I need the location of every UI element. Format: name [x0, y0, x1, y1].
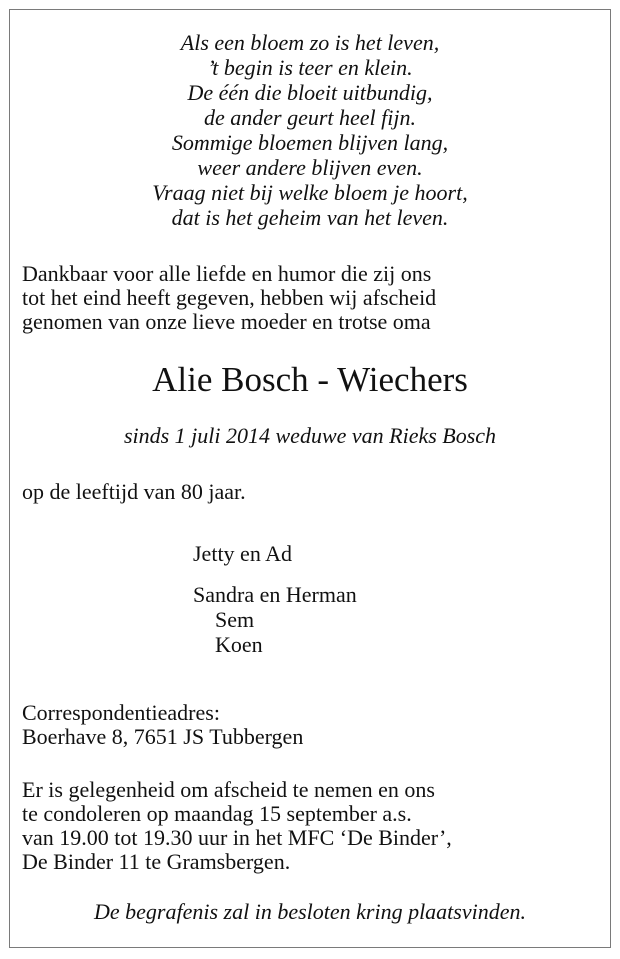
poem-line: Vraag niet bij welke bloem je hoort,	[152, 180, 468, 205]
intro-paragraph	[22, 262, 436, 334]
correspondence-address	[22, 701, 303, 749]
age-line: op de leeftijd van 80 jaar.	[22, 479, 246, 504]
condolence-line: Er is gelegenheid om afscheid te nemen en ons	[22, 777, 435, 802]
grandchild-name: Sem	[215, 607, 255, 632]
poem-line: Als een bloem zo is het leven,	[180, 30, 440, 55]
intro-line: genomen van onze lieve moeder en trotse oma	[22, 309, 431, 334]
condolence-paragraph	[22, 778, 452, 874]
address-line: Boerhave 8, 7651 JS Tubbergen	[22, 724, 304, 749]
condolence-line: te condoleren op maandag 15 september a.s.	[22, 801, 412, 826]
poem-line: ’t begin is teer en klein.	[207, 55, 413, 80]
funeral-note: De begrafenis zal in besloten kring plaatsvinden.	[94, 899, 526, 924]
poem	[0, 30, 620, 230]
condolence-line: De Binder 11 te Gramsbergen.	[22, 849, 291, 874]
poem-line: De één die bloeit uitbundig,	[187, 80, 433, 105]
poem-line: weer andere blijven even.	[197, 155, 423, 180]
intro-line: Dankbaar voor alle liefde en humor die zij ons	[22, 261, 432, 286]
family-group-1: Jetty en Ad	[193, 541, 292, 566]
deceased-name: Alie Bosch - Wiechers	[152, 360, 468, 399]
poem-line: de ander geurt heel fijn.	[203, 105, 416, 130]
condolence-line: van 19.00 tot 19.30 uur in het MFC ‘De Binder’,	[22, 825, 452, 850]
family-parents: Sandra en Herman	[193, 582, 357, 607]
widow-note: sinds 1 juli 2014 weduwe van Rieks Bosch	[123, 423, 497, 448]
poem-line: dat is het geheim van het leven.	[171, 205, 449, 230]
correspondence-label: Correspondentieadres:	[22, 700, 220, 725]
family-group-2	[193, 582, 357, 657]
intro-line: tot het eind heeft gegeven, hebben wij afscheid	[22, 285, 437, 310]
grandchild-name: Koen	[215, 632, 263, 657]
poem-line: Sommige bloemen blijven lang,	[171, 130, 449, 155]
